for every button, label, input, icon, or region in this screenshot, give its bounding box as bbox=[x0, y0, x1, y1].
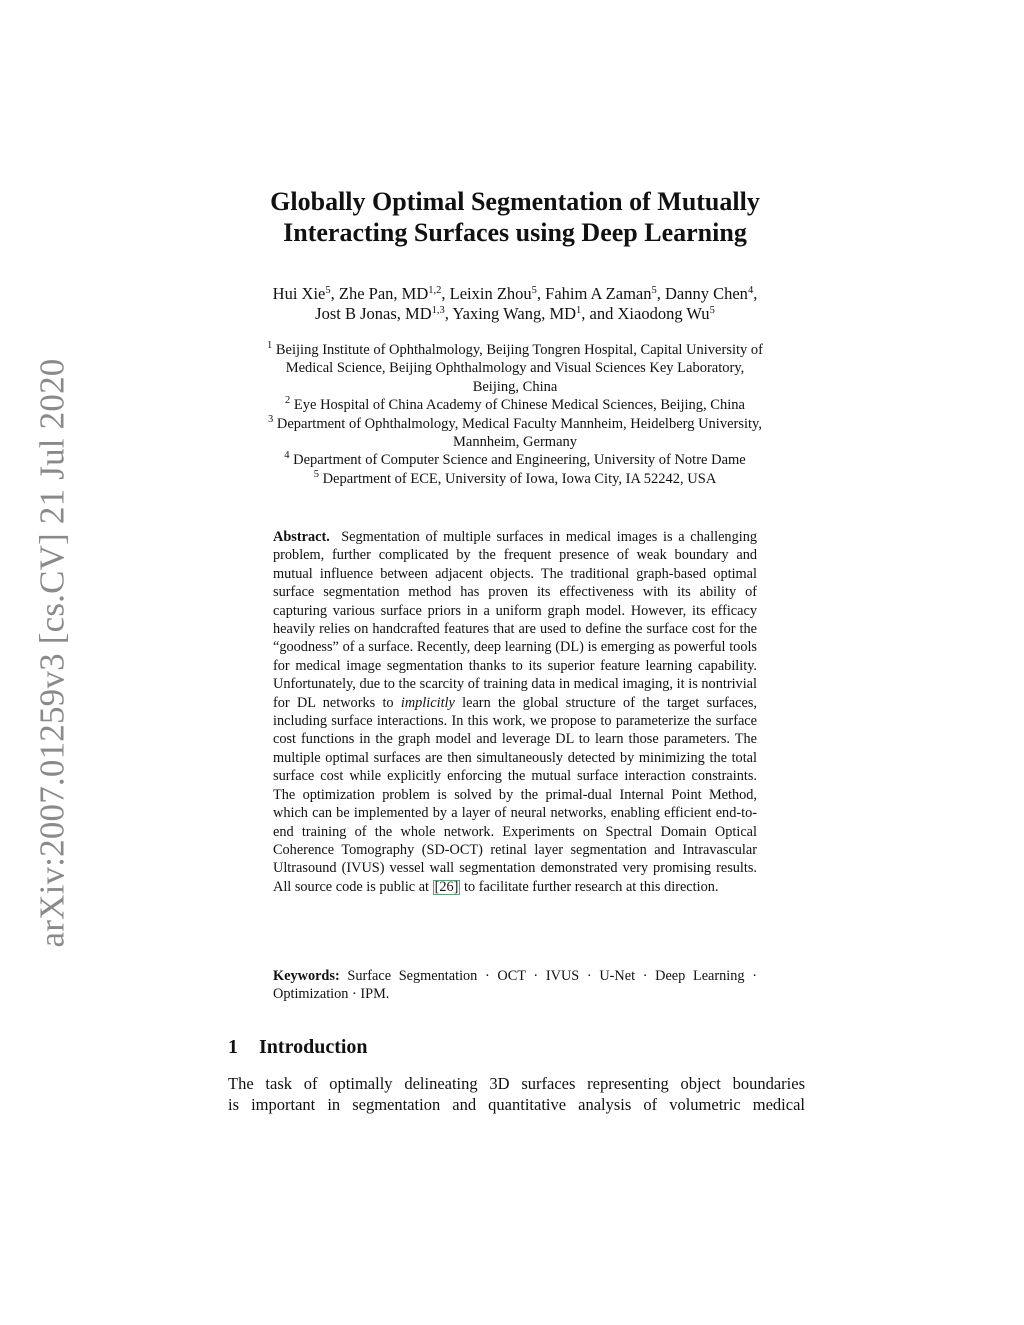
author-name: , Danny Chen bbox=[656, 284, 748, 303]
author-name: , and Xiaodong Wu bbox=[581, 304, 710, 323]
affiliation-number: 1 bbox=[267, 340, 273, 351]
introduction-paragraph bbox=[228, 1073, 805, 1115]
paper-title bbox=[200, 186, 830, 248]
author-name: Hui Xie bbox=[272, 284, 326, 303]
affiliation-marker: 4 bbox=[747, 285, 754, 296]
abstract-text: Segmentation of multiple surfaces in medical images is a challenging problem, further complicated by the frequent presence of weak boundary and mutual influence between adjacent objects. The traditional graph-based optimal surface segmentation method has proven its effectiveness with its ability of capturing various surface priors in a uniform graph model. However, its efficacy heavily relies on handcrafted features that are used to define the surface cost for the “goodness” of a surface. Recently, deep learning (DL) is emerging as powerful tools for medical image segmentation thanks to its superior feature learning capability. Unfortunately, due to the scarcity of training data in medical imaging, it is nontrivial for DL networks to bbox=[273, 529, 757, 711]
affiliation-line: Mannheim, Germany bbox=[452, 434, 578, 451]
citation-link[interactable]: [26] bbox=[434, 878, 459, 895]
affiliation-line: $^4$ Department of Computer Science and Engineering, University of Notre Dame bbox=[284, 450, 746, 469]
author-line-1 bbox=[200, 284, 830, 304]
author-line-2 bbox=[200, 304, 830, 324]
arxiv-identifier-stamp bbox=[27, 358, 77, 947]
abstract-text: learn the global structure of the target surfaces, including surface interactions. In this work, we propose to parameterize the surface cost functions in the graph model and leverage DL to learn those parameters. The multiple optimal surfaces are then simultaneously detected by minimizing the total surface cost while explicitly enforcing the mutual surface interaction constraints. The optimization problem is solved by the primal-dual Internal Point Method, which can be implemented by a layer of neural networks, enabling efficient end-to-end training of the whole network. Experiments on Spectral Domain Optical Coherence Tomography (SD-OCT) retinal layer segmentation and Intravascular Ultrasound (IVUS) vessel wall segmentation demonstrated very promising results. All source code is public at bbox=[273, 694, 757, 895]
affiliation-marker: 1 bbox=[576, 305, 582, 316]
affiliation-line: $^5$ Department of ECE, University of Iowa, Iowa City, IA 52242, USA bbox=[313, 468, 717, 487]
section-number: 1 bbox=[228, 1036, 238, 1058]
title-line-2: Interacting Surfaces using Deep Learning bbox=[283, 218, 747, 247]
body-text-line: is important in segmentation and quantitative analysis of volumetric medical bbox=[228, 1095, 805, 1114]
affiliation-marker: 1,3 bbox=[431, 305, 445, 316]
affiliation-marker: 5 bbox=[325, 285, 331, 296]
affiliation-number: 4 bbox=[284, 450, 290, 462]
affiliation-marker: 5 bbox=[531, 285, 537, 296]
affiliation-line: Medical Science, Beijing Ophthalmology and Visual Sciences Key Laboratory, bbox=[285, 360, 745, 377]
author-name: , Zhe Pan, MD bbox=[330, 284, 429, 303]
abstract-heading: Abstract. bbox=[273, 529, 330, 545]
affiliation-marker: 5 bbox=[709, 305, 715, 316]
section-title: Introduction bbox=[259, 1036, 368, 1058]
author-separator: , bbox=[753, 284, 758, 303]
abstract-emphasis: implicitly bbox=[400, 694, 455, 711]
affiliation-line: Beijing, China bbox=[472, 378, 558, 395]
abstract bbox=[273, 528, 757, 896]
title-line-1: Globally Optimal Segmentation of Mutually bbox=[270, 187, 760, 216]
keywords bbox=[273, 967, 757, 1004]
affiliation-line: $^2$ Eye Hospital of China Academy of Chinese Medical Sciences, Beijing, China bbox=[285, 395, 745, 414]
affiliation-number: 3 bbox=[268, 413, 274, 425]
section-heading bbox=[228, 1035, 368, 1059]
affiliation-line: $^3$ Department of Ophthalmology, Medical Faculty Mannheim, Heidelberg University, bbox=[268, 413, 762, 432]
keywords-text: Surface Segmentation · OCT · IVUS · U-Net · Deep Learning · Optimization · IPM. bbox=[273, 968, 757, 1003]
body-text-line: The task of optimally delineating 3D surfaces representing object boundaries bbox=[228, 1074, 805, 1093]
affiliation-number: 5 bbox=[313, 468, 319, 480]
abstract-text: to facilitate further research at this direction. bbox=[464, 878, 719, 895]
affiliations bbox=[215, 341, 815, 488]
author-list bbox=[200, 284, 830, 324]
keywords-heading: Keywords: bbox=[273, 968, 340, 984]
author-name: , Leixin Zhou bbox=[441, 284, 532, 303]
author-name: , Fahim A Zaman bbox=[536, 284, 652, 303]
author-name: Jost B Jonas, MD bbox=[315, 304, 432, 323]
affiliation-line: $^1$ Beijing Institute of Ophthalmology, Beijing Tongren Hospital, Capital University of bbox=[267, 340, 763, 358]
affiliation-number: 2 bbox=[285, 395, 291, 407]
affiliation-marker: 5 bbox=[651, 285, 657, 296]
arxiv-id-text: arXiv:2007.01259v3 [cs.CV] 21 Jul 2020 bbox=[32, 358, 72, 947]
author-name: , Yaxing Wang, MD bbox=[444, 304, 577, 323]
affiliation-marker: 1,2 bbox=[428, 285, 442, 296]
